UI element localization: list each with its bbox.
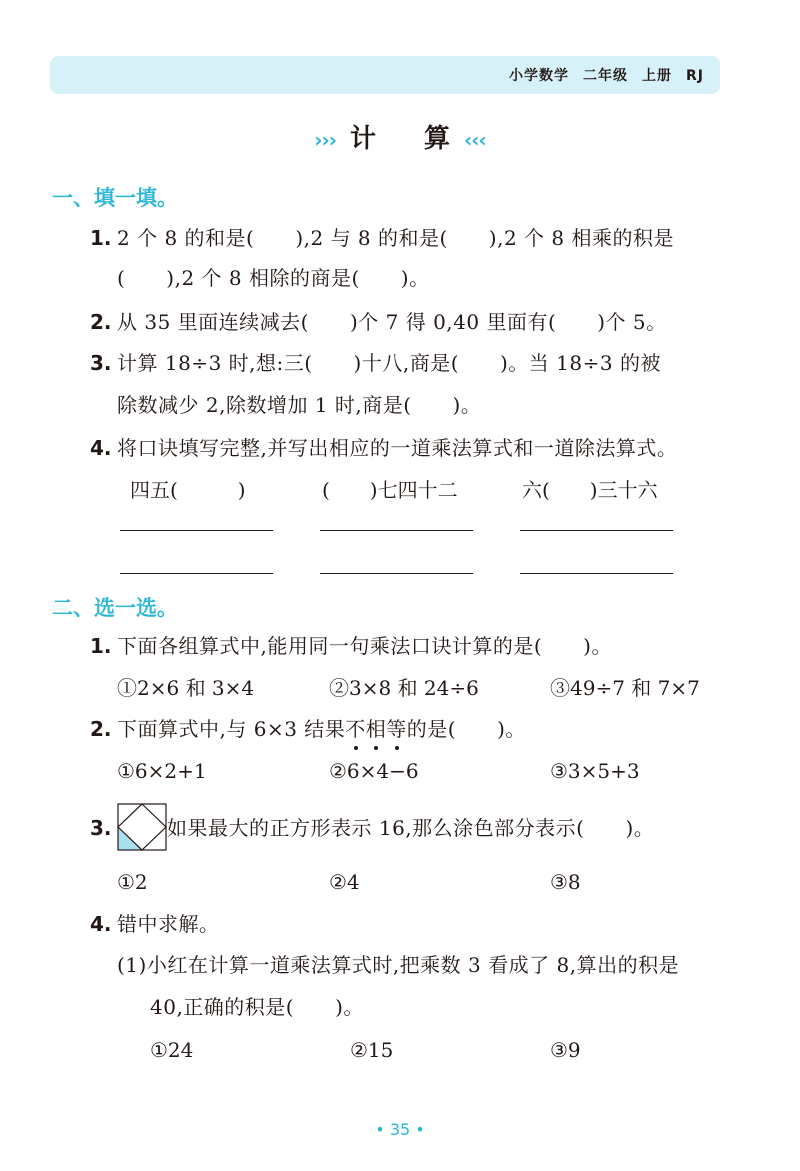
p2-q2-number: 2. xyxy=(90,717,112,741)
p2-q2-option-2[interactable]: ②6×4−6 xyxy=(329,759,419,783)
p2-q1-option-3[interactable]: ③49÷7 和 7×7 xyxy=(550,676,700,700)
p2-q4-option-1[interactable]: ①24 xyxy=(150,1038,194,1062)
title-left-arrows-icon: ››› xyxy=(314,128,336,152)
part1-heading: 一、填一填。 xyxy=(52,186,178,210)
p1-q3-number: 3. xyxy=(90,351,112,375)
p1-q4-fill-2: ( )七四十二 xyxy=(322,478,458,502)
p1-q2-number: 2. xyxy=(90,310,112,334)
p2-q3-option-3[interactable]: ③8 xyxy=(550,870,581,894)
p2-q1-option-2[interactable]: ②3×8 和 24÷6 xyxy=(329,676,479,700)
nested-square-figure xyxy=(117,803,167,851)
p1-q3-line2: 除数减少 2,除数增加 1 时,商是( )。 xyxy=(117,393,482,417)
p1-q3-line1: 计算 18÷3 时,想:三( )十八,商是( )。当 18÷3 的被 xyxy=(117,351,661,375)
header-edition: RJ xyxy=(686,68,704,84)
answer-line[interactable] xyxy=(120,530,273,531)
section-title xyxy=(0,118,800,155)
header-band xyxy=(50,56,720,94)
title-right-arrows-icon: ‹‹‹ xyxy=(464,128,486,152)
p2-q3-number: 3. xyxy=(90,816,112,840)
emphasis-char: 不 xyxy=(345,717,366,741)
p2-q2-option-1[interactable]: ①6×2+1 xyxy=(117,759,207,783)
p1-q1-line1: 2 个 8 的和是( ),2 与 8 的和是( ),2 个 8 相乘的积是 xyxy=(117,226,674,250)
p2-q1-option-1[interactable]: ①2×6 和 3×4 xyxy=(117,676,255,700)
p2-q4-line1: 错中求解。 xyxy=(117,912,220,936)
p2-q2-option-3[interactable]: ③3×5+3 xyxy=(550,759,640,783)
p2-q3-option-1[interactable]: ①2 xyxy=(117,870,148,894)
p2-q4-sub1-line1: (1)小红在计算一道乘法算式时,把乘数 3 看成了 8,算出的积是 xyxy=(117,953,680,977)
p1-q2-line1: 从 35 里面连续减去( )个 7 得 0,40 里面有( )个 5。 xyxy=(117,310,667,334)
emphasis-char: 等 xyxy=(386,717,407,741)
p2-q2-text-a: 下面算式中,与 6×3 结果 xyxy=(117,717,346,741)
answer-line[interactable] xyxy=(520,573,673,574)
p2-q1-number: 1. xyxy=(90,634,112,658)
header-subject: 小学数学 xyxy=(509,68,569,84)
answer-line[interactable] xyxy=(520,530,673,531)
answer-line[interactable] xyxy=(320,573,473,574)
p1-q1-line2: ( ),2 个 8 相除的商是( )。 xyxy=(117,266,430,290)
p1-q1-number: 1. xyxy=(90,226,112,250)
p2-q4-option-3[interactable]: ③9 xyxy=(550,1038,581,1062)
p2-q2-line1 xyxy=(117,715,526,743)
header-grade: 二年级 xyxy=(583,68,628,84)
header-text xyxy=(495,65,704,85)
answer-line[interactable] xyxy=(320,530,473,531)
p1-q4-line1: 将口诀填写完整,并写出相应的一道乘法算式和一道除法算式。 xyxy=(117,436,678,460)
answer-line[interactable] xyxy=(120,573,273,574)
part2-heading: 二、选一选。 xyxy=(52,596,178,620)
header-volume: 上册 xyxy=(642,68,672,84)
page-number: • 35 • xyxy=(375,1120,425,1139)
p1-q4-fill-1: 四五( ) xyxy=(130,478,246,502)
p2-q4-sub1-line2: 40,正确的积是( )。 xyxy=(150,995,364,1019)
p2-q2-text-b: 的是( )。 xyxy=(406,717,526,741)
title-char-1: 计 xyxy=(349,124,424,154)
p1-q4-number: 4. xyxy=(90,436,112,460)
p2-q4-number: 4. xyxy=(90,912,112,936)
p2-q4-option-2[interactable]: ②15 xyxy=(350,1038,394,1062)
title-char-2: 算 xyxy=(424,124,451,154)
p2-q3-line1: 如果最大的正方形表示 16,那么涂色部分表示( )。 xyxy=(167,816,655,840)
p2-q3-option-2[interactable]: ②4 xyxy=(329,870,360,894)
p2-q1-line1: 下面各组算式中,能用同一句乘法口诀计算的是( )。 xyxy=(117,634,612,658)
p1-q4-fill-3: 六( )三十六 xyxy=(522,478,658,502)
emphasis-char: 相 xyxy=(365,717,387,741)
